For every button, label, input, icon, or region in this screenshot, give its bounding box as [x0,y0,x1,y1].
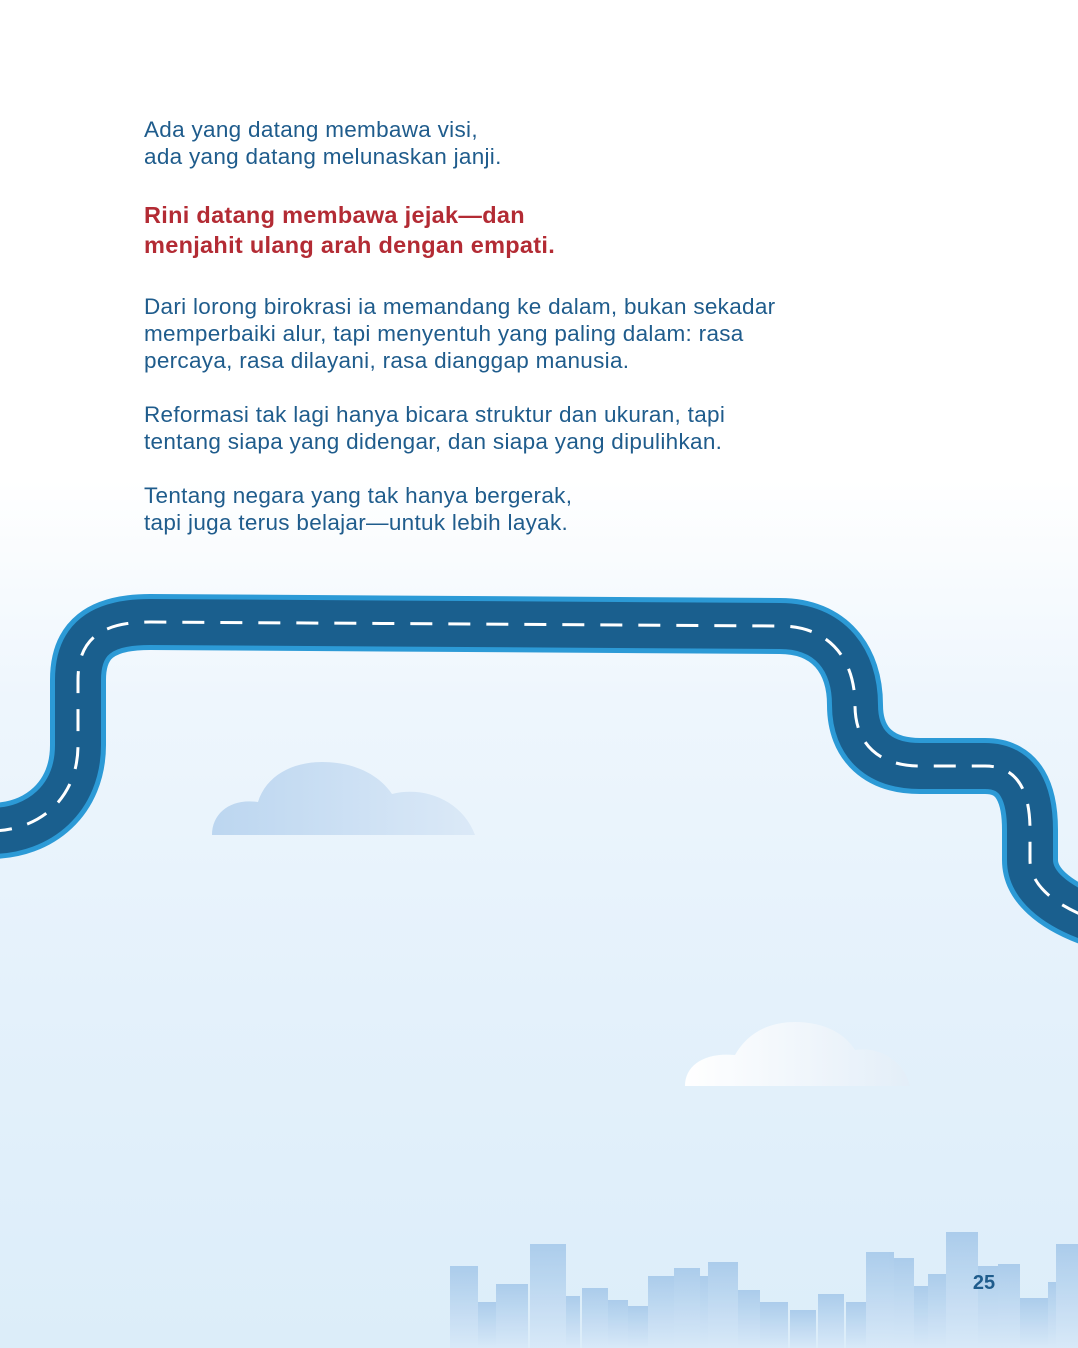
highlight-paragraph [144,200,944,260]
body-paragraph-2 [144,401,944,455]
body-paragraph-3 [144,482,944,536]
body3-line-1: Tentang negara yang tak hanya bergerak, [144,483,573,508]
intro-paragraph [144,116,944,170]
body1-line-3: percaya, rasa dilayani, rasa dianggap manusia. [144,348,630,373]
body1-line-1: Dari lorong birokrasi ia memandang ke dalam, bukan sekadar [144,294,776,319]
highlight-line-1: Rini datang membawa jejak—dan [144,202,525,228]
winding-road [0,622,1078,918]
highlight-line-2: menjahit ulang arah dengan empati. [144,232,556,258]
cloud-shape [685,1022,910,1086]
intro-line-1: Ada yang datang membawa visi, [144,117,478,142]
body2-line-2: tentang siapa yang didengar, dan siapa yang dipulihkan. [144,429,723,454]
intro-line-2: ada yang datang melunaskan janji. [144,144,502,169]
body-paragraph-1 [144,293,944,374]
page-number: 25 [972,1272,996,1294]
body1-line-2: memperbaiki alur, tapi menyentuh yang paling dalam: rasa [144,321,744,346]
poem-text [144,116,944,536]
body3-line-2: tapi juga terus belajar—untuk lebih layak. [144,510,569,535]
cloud-shape [212,762,475,835]
body2-line-1: Reformasi tak lagi hanya bicara struktur dan ukuran, tapi [144,402,726,427]
